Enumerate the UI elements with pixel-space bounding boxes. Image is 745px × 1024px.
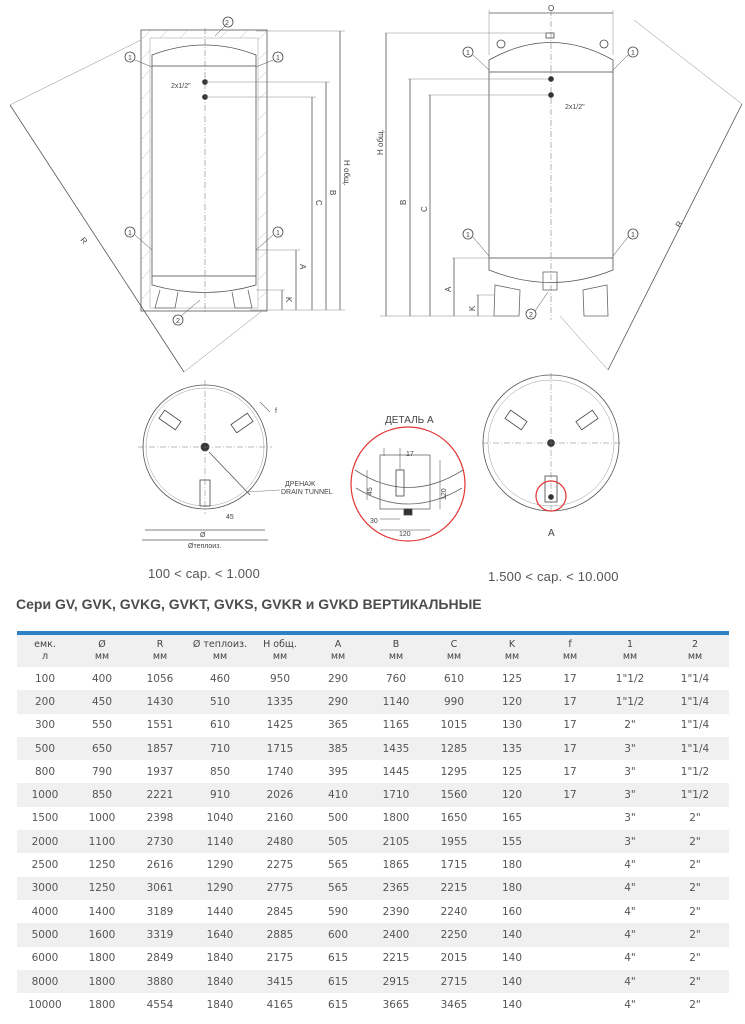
h-total-label: H общ. <box>342 160 351 186</box>
table-cell: 1100 <box>73 830 131 853</box>
table-cell: 1000 <box>88 812 116 825</box>
column-header <box>599 635 661 667</box>
table-cell: 2" <box>689 859 701 872</box>
table-cell: 1"1/4 <box>661 737 729 760</box>
table-cell: 615 <box>309 970 367 993</box>
table-cell: 155 <box>483 830 541 853</box>
large-tank-plan <box>482 373 620 513</box>
column-header <box>189 635 251 667</box>
table-cell: 1040 <box>206 812 234 825</box>
table-cell: 4554 <box>146 998 174 1011</box>
table-cell: 2" <box>661 830 729 853</box>
column-header-label: B <box>392 639 400 650</box>
callout-1: 1 <box>631 232 635 239</box>
table-cell: 1800 <box>88 998 116 1011</box>
table-cell: 2" <box>689 998 701 1011</box>
callout-1: 1 <box>128 230 132 237</box>
table-cell: 450 <box>73 690 131 713</box>
table-cell: 140 <box>483 923 541 946</box>
table-cell: 1250 <box>88 859 116 872</box>
table-cell: 1445 <box>382 765 410 778</box>
table-cell: 400 <box>91 672 113 685</box>
table-cell: 1335 <box>251 690 309 713</box>
table-row <box>17 690 729 713</box>
table-cell: 125 <box>501 672 523 685</box>
table-cell: 1290 <box>206 859 234 872</box>
a-label: A <box>298 264 307 270</box>
table-row <box>17 900 729 923</box>
column-header-label: R <box>156 639 164 650</box>
table-cell: 1840 <box>206 952 234 965</box>
table-cell: 3" <box>624 812 636 825</box>
r-label: R <box>78 235 90 246</box>
table-cell: 2250 <box>425 923 483 946</box>
table-cell: 2398 <box>146 812 174 825</box>
table-cell: 165 <box>501 812 523 825</box>
table-cell: 2849 <box>146 952 174 965</box>
column-header <box>73 635 131 667</box>
table-cell: 2221 <box>131 783 189 806</box>
table-cell: 610 <box>209 719 231 732</box>
table-cell: 500 <box>17 737 73 760</box>
table-cell: 3465 <box>440 998 468 1011</box>
callout-1: 1 <box>631 50 635 57</box>
table-cell: 2215 <box>382 952 410 965</box>
table-cell: 3189 <box>146 905 174 918</box>
table-cell: 1840 <box>189 970 251 993</box>
table-cell: 2" <box>689 905 701 918</box>
table-cell: 4165 <box>266 998 294 1011</box>
table-cell: 3880 <box>131 970 189 993</box>
table-cell: 1840 <box>206 998 234 1011</box>
table-cell <box>541 993 599 1016</box>
table-cell: 460 <box>209 672 231 685</box>
table-cell: 1955 <box>425 830 483 853</box>
table-cell: 2" <box>661 970 729 993</box>
table-cell: 2845 <box>266 905 294 918</box>
column-header <box>17 635 73 667</box>
table-cell: 500 <box>327 812 349 825</box>
callout-1: 1 <box>466 232 470 239</box>
table-cell: 4" <box>599 970 661 993</box>
column-header-unit: мм <box>272 651 288 662</box>
table-cell: 1"1/2 <box>615 672 645 685</box>
table-cell: 17 <box>563 765 577 778</box>
table-row <box>17 947 729 970</box>
table-cell: 4" <box>599 877 661 900</box>
table-cell: 850 <box>73 783 131 806</box>
table-cell: 1250 <box>73 877 131 900</box>
table-cell <box>541 970 599 993</box>
table-cell: 610 <box>443 672 465 685</box>
column-header-label: A <box>334 639 342 650</box>
table-cell: 1937 <box>146 765 174 778</box>
table-cell: 140 <box>501 998 523 1011</box>
table-cell: 2500 <box>31 859 59 872</box>
table-cell: 800 <box>34 765 56 778</box>
table-cell: 17 <box>563 672 577 685</box>
table-cell: 125 <box>501 765 523 778</box>
column-header-label: Ø теплоиз. <box>192 639 248 650</box>
column-header-unit: мм <box>212 651 228 662</box>
table-cell: 2175 <box>266 952 294 965</box>
column-header-unit: мм <box>152 651 168 662</box>
table-cell: 3" <box>624 765 636 778</box>
table-cell: 290 <box>309 690 367 713</box>
table-cell: 2" <box>661 923 729 946</box>
table-cell: 850 <box>209 765 231 778</box>
table-cell: 300 <box>34 719 56 732</box>
column-header <box>309 635 367 667</box>
column-header-label: емк. <box>34 639 56 650</box>
table-cell: 2365 <box>367 877 425 900</box>
table-row <box>17 923 729 946</box>
table-cell: 140 <box>501 952 523 965</box>
table-cell: 140 <box>483 970 541 993</box>
table-cell: 2026 <box>251 783 309 806</box>
table-cell: 505 <box>309 830 367 853</box>
table-cell: 1640 <box>189 923 251 946</box>
detail-a <box>351 427 465 541</box>
table-cell: 1"1/2 <box>599 690 661 713</box>
table-cell: 3319 <box>131 923 189 946</box>
table-cell: 1290 <box>189 877 251 900</box>
column-header-unit: мм <box>446 651 462 662</box>
table-cell: 2730 <box>131 830 189 853</box>
r-label: R <box>673 219 685 229</box>
column-header <box>541 635 599 667</box>
table-cell: 410 <box>309 783 367 806</box>
table-cell: 1715 <box>251 737 309 760</box>
table-cell: 135 <box>483 737 541 760</box>
table-cell: 1650 <box>440 812 468 825</box>
table-cell: 565 <box>327 859 349 872</box>
table-cell: 5000 <box>17 923 73 946</box>
caption-small-capacity: 100 < cap. < 1.000 <box>148 566 261 581</box>
table-cell: 710 <box>189 737 251 760</box>
table-cell: 1400 <box>88 905 116 918</box>
table-cell: 1710 <box>367 783 425 806</box>
column-header-label: f <box>568 639 572 650</box>
table-row <box>17 853 729 876</box>
table-cell: 1056 <box>146 672 174 685</box>
table-cell: 160 <box>501 905 523 918</box>
table-cell: 17 <box>541 690 599 713</box>
column-header-label: H общ. <box>263 639 297 650</box>
detail-title: ДЕТАЛЬ А <box>385 415 434 426</box>
table-cell: 2000 <box>17 830 73 853</box>
table-row <box>17 807 729 830</box>
table-cell: 1500 <box>31 812 59 825</box>
table-cell: 2616 <box>146 859 174 872</box>
table-cell: 1600 <box>73 923 131 946</box>
table-row <box>17 760 729 783</box>
k-label: K <box>468 305 477 311</box>
table-cell: 600 <box>309 923 367 946</box>
table-cell: 615 <box>327 952 349 965</box>
column-header-unit: мм <box>330 651 346 662</box>
column-header-unit: мм <box>562 651 578 662</box>
table-cell: 2160 <box>266 812 294 825</box>
drain-label: ДРЕНАЖ <box>285 481 316 488</box>
table-cell: 615 <box>327 998 349 1011</box>
callout-1: 1 <box>276 230 280 237</box>
table-cell: 10000 <box>28 998 62 1011</box>
table-cell: 4" <box>624 952 636 965</box>
callout-1: 1 <box>276 55 280 62</box>
table-row <box>17 877 729 900</box>
table-cell: 2" <box>624 719 636 732</box>
detail-dim: 120 <box>399 531 411 538</box>
table-cell: 1"1/4 <box>661 690 729 713</box>
caption-large-capacity: 1.500 < cap. < 10.000 <box>488 569 619 584</box>
table-row <box>17 737 729 760</box>
table-cell: 590 <box>327 905 349 918</box>
column-header-label: Ø <box>98 639 106 650</box>
table-cell: 1440 <box>206 905 234 918</box>
table-cell: 950 <box>269 672 291 685</box>
table-cell: 2" <box>689 952 701 965</box>
column-header-unit: мм <box>504 651 520 662</box>
table-cell: 180 <box>483 877 541 900</box>
table-cell: 1740 <box>266 765 294 778</box>
table-cell: 1800 <box>73 970 131 993</box>
table-cell: 120 <box>483 783 541 806</box>
table-cell: 2885 <box>251 923 309 946</box>
table-cell: 1000 <box>17 783 73 806</box>
table-body <box>17 667 729 1016</box>
b-label: B <box>328 190 337 196</box>
c-label: C <box>314 200 323 206</box>
table-cell: 2400 <box>367 923 425 946</box>
column-header-label: 2 <box>691 639 699 650</box>
table-cell: 2105 <box>367 830 425 853</box>
table-row <box>17 970 729 993</box>
large-tank-elevation <box>380 10 742 370</box>
h-total-label: H общ. <box>376 129 385 155</box>
column-header-label: 1 <box>626 639 634 650</box>
table-cell <box>541 853 599 876</box>
table-cell: 1560 <box>425 783 483 806</box>
a-label: A <box>444 286 453 292</box>
table-cell <box>541 947 599 970</box>
table-cell: 2480 <box>251 830 309 853</box>
table-cell: 17 <box>563 719 577 732</box>
table-cell: 1"1/2 <box>661 783 729 806</box>
table-cell: 1015 <box>440 719 468 732</box>
table-cell: 2215 <box>425 877 483 900</box>
table-cell <box>541 830 599 853</box>
dim-45-label: 45 <box>226 514 234 521</box>
column-header-unit: мм <box>94 651 110 662</box>
column-header <box>425 635 483 667</box>
k-label: K <box>284 297 293 303</box>
table-cell: 3" <box>599 737 661 760</box>
pipe-label: 2x1/2" <box>565 104 585 111</box>
b-label: B <box>399 199 408 205</box>
table-cell: 790 <box>91 765 113 778</box>
table-cell: 6000 <box>31 952 59 965</box>
table-cell: 2275 <box>266 859 294 872</box>
table-row <box>17 830 729 853</box>
detail-dim: 45 <box>367 487 374 495</box>
table-row <box>17 667 729 690</box>
small-tank-plan <box>138 380 280 540</box>
table-cell: 1857 <box>131 737 189 760</box>
table-cell: 990 <box>425 690 483 713</box>
table-cell: 650 <box>73 737 131 760</box>
table-cell: 17 <box>541 737 599 760</box>
table-cell <box>541 807 599 830</box>
table-cell: 1800 <box>382 812 410 825</box>
table-cell <box>541 877 599 900</box>
f-label: f <box>275 408 277 415</box>
table-cell: 1425 <box>266 719 294 732</box>
detail-dim: 30 <box>370 518 378 525</box>
table-row <box>17 993 729 1016</box>
detail-dim: 120 <box>441 488 448 500</box>
table-cell: 1140 <box>189 830 251 853</box>
table-cell: 17 <box>541 783 599 806</box>
table-cell: 2" <box>689 812 701 825</box>
callout-2: 2 <box>529 312 533 319</box>
table-cell: 2240 <box>440 905 468 918</box>
table-cell: 1715 <box>440 859 468 872</box>
table-cell: 1435 <box>367 737 425 760</box>
column-header-label: K <box>508 639 516 650</box>
pipe-label: 2x1/2" <box>171 83 191 90</box>
table-row <box>17 783 729 806</box>
table-cell: 1140 <box>367 690 425 713</box>
table-cell: 3665 <box>382 998 410 1011</box>
column-header <box>367 635 425 667</box>
table-cell: 1551 <box>146 719 174 732</box>
column-header <box>131 635 189 667</box>
callout-2-top: 2 <box>225 20 229 27</box>
table-row <box>17 714 729 737</box>
table-cell: 4" <box>624 998 636 1011</box>
column-header <box>251 635 309 667</box>
table-cell: 550 <box>91 719 113 732</box>
column-header-unit: мм <box>687 651 703 662</box>
column-header-label: C <box>450 639 458 650</box>
table-cell: 1285 <box>425 737 483 760</box>
dimensions-table <box>17 631 729 1016</box>
table-cell: 2015 <box>440 952 468 965</box>
table-cell: 395 <box>327 765 349 778</box>
column-header-unit: л <box>41 651 49 662</box>
table-cell: 100 <box>34 672 56 685</box>
table-cell: 760 <box>385 672 407 685</box>
series-title: Сери GV, GVK, GVKG, GVKT, GVKS, GVKR и GVKD ВЕРТИКАЛЬНЫЕ <box>16 596 482 612</box>
drain-en-label: DRAIN TUNNEL <box>281 489 333 496</box>
table-cell: 2390 <box>382 905 410 918</box>
table-cell: 290 <box>327 672 349 685</box>
callout-2: 2 <box>176 318 180 325</box>
table-cell <box>541 900 599 923</box>
table-cell: 4" <box>624 859 636 872</box>
column-header <box>661 635 729 667</box>
detail-a-marker: A <box>548 528 555 539</box>
table-cell: 3" <box>599 830 661 853</box>
table-cell: 1165 <box>382 719 410 732</box>
diameter-insulation-label: Øтеплоиз. <box>188 543 222 550</box>
table-cell: 1"1/4 <box>680 672 710 685</box>
table-cell: 365 <box>327 719 349 732</box>
table-cell <box>541 923 599 946</box>
table-cell: 4" <box>624 905 636 918</box>
table-cell: 1"1/2 <box>680 765 710 778</box>
table-cell: 8000 <box>17 970 73 993</box>
column-header-unit: мм <box>388 651 404 662</box>
table-header-row <box>17 635 729 667</box>
table-cell: 1295 <box>440 765 468 778</box>
table-cell: 120 <box>483 690 541 713</box>
table-cell: 3061 <box>131 877 189 900</box>
table-cell: 130 <box>501 719 523 732</box>
table-cell: 3000 <box>17 877 73 900</box>
callout-1: 1 <box>128 55 132 62</box>
c-label: C <box>420 206 429 212</box>
column-header <box>483 635 541 667</box>
diameter-label: Ø <box>200 532 206 539</box>
table-cell: 4" <box>599 923 661 946</box>
table-cell: 910 <box>189 783 251 806</box>
table-cell: 200 <box>17 690 73 713</box>
table-cell: 2915 <box>367 970 425 993</box>
table-cell: 3" <box>599 783 661 806</box>
table-cell: 510 <box>189 690 251 713</box>
table-cell: 1"1/4 <box>680 719 710 732</box>
detail-dim: 17 <box>406 451 414 458</box>
table-cell: 565 <box>309 877 367 900</box>
table-cell: 1865 <box>382 859 410 872</box>
table-cell: 385 <box>309 737 367 760</box>
callout-1: 1 <box>466 50 470 57</box>
column-header-unit: мм <box>622 651 638 662</box>
table-cell: 4000 <box>31 905 59 918</box>
table-cell: 2" <box>661 877 729 900</box>
table-cell: 3415 <box>251 970 309 993</box>
o-label: O <box>548 4 555 13</box>
table-cell: 1800 <box>88 952 116 965</box>
table-cell: 2715 <box>425 970 483 993</box>
table-cell: 180 <box>501 859 523 872</box>
table-cell: 1430 <box>131 690 189 713</box>
table-cell: 2775 <box>251 877 309 900</box>
